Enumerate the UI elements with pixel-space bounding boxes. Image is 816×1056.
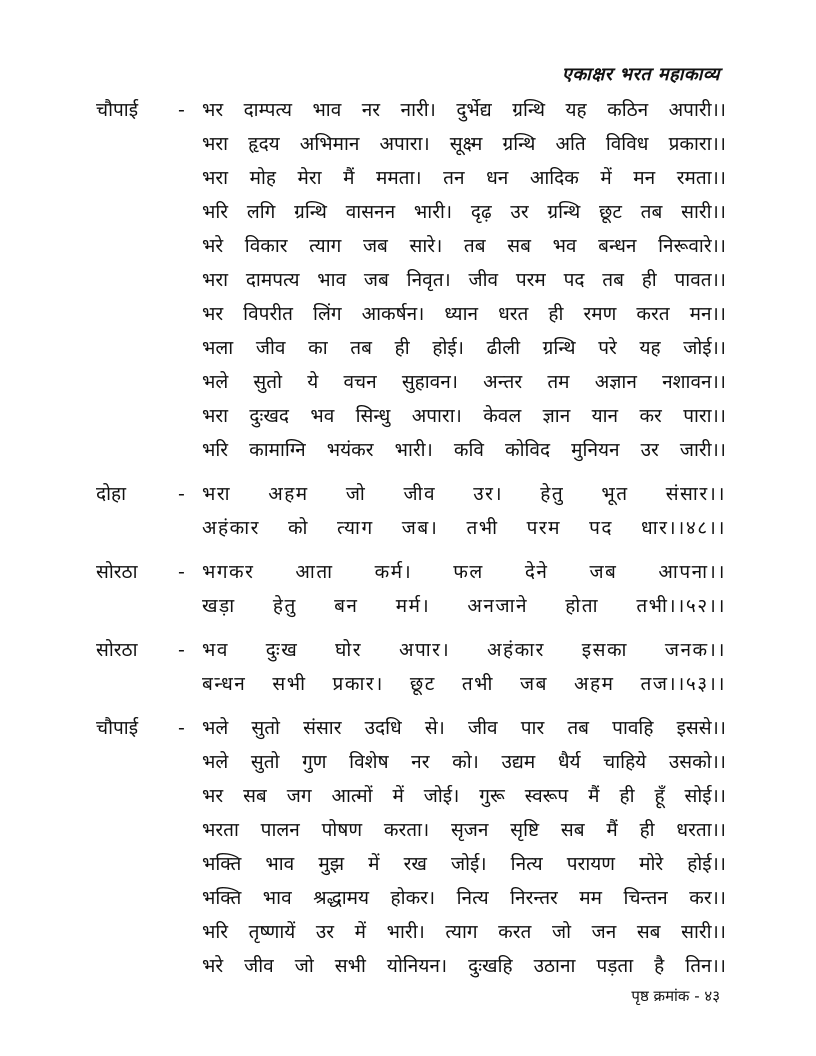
verse-line: भरे जीव जो सभी योनियन। दुःखहि उठाना पड़ता है तिन।। [202,955,726,977]
dash: - [178,99,185,121]
verse-lines [202,711,726,983]
verse-lines [202,93,726,467]
verse-line: अहंकार को त्याग जब। तभी परम पद धार।।४८।। [202,517,726,539]
verse-lines [202,477,726,545]
dash: - [178,639,185,661]
verse-line: भक्ति भाव श्रद्धामय होकर। नित्य निरन्तर मम चिन्तन कर।। [202,887,726,909]
verse-type-label: चौपाई [96,99,139,121]
verse-line: भर विपरीत लिंग आकर्षन। ध्यान धरत ही रमण करत मन।। [202,303,726,325]
verse-line: खड़ा हेतु बन मर्म। अनजाने होता तभी।।५२।। [202,595,726,617]
verse-line: भव दुःख घोर अपार। अहंकार इसका जनक।। [202,639,726,661]
verse-section-chaupai [96,93,726,467]
verse-type-label: सोरठा [96,639,138,661]
verse-section-chaupai [96,711,726,983]
verse-type-label: सोरठा [96,561,138,583]
dash: - [178,561,185,583]
verse-section-sortha [96,633,726,701]
verse-section-sortha [96,555,726,623]
verse-line: बन्धन सभी प्रकार। छूट तभी जब अहम तज।।५३।। [202,673,726,695]
page-number: पृष्ठ क्रमांक - ४३ [631,987,720,1005]
verse-lines [202,633,726,701]
verse-line: भरा हृदय अभिमान अपारा। सूक्ष्म ग्रन्थि अति विविध प्रकारा।। [202,133,726,155]
verse-line: भगकर आता कर्म। फल देने जब आपना।। [202,561,726,583]
verse-line: भरि कामाग्नि भयंकर भारी। कवि कोविद मुनियन उर जारी।। [202,439,726,461]
verse-content [96,93,726,983]
verse-type-label: दोहा [96,483,127,505]
book-title: एकाक्षर भरत महाकाव्य [561,64,720,85]
verse-line: भरे विकार त्याग जब सारे। तब सब भव बन्धन निरूवारे।। [202,235,726,257]
verse-line: भरा दामपत्य भाव जब निवृत। जीव परम पद तब ही पावत।। [202,269,726,291]
verse-lines [202,555,726,623]
verse-line: भला जीव का तब ही होई। ढीली ग्रन्थि परे यह जोई।। [202,337,726,359]
verse-line: भले सुतो गुण विशेष नर को। उद्यम धैर्य चाहिये उसको।। [202,751,726,773]
verse-line: भरा मोह मेरा मैं ममता। तन धन आदिक में मन रमता।। [202,167,726,189]
verse-line: भले सुतो ये वचन सुहावन। अन्तर तम अज्ञान नशावन।। [202,371,726,393]
verse-line: भरा अहम जो जीव उर। हेतु भूत संसार।। [202,483,726,505]
verse-section-doha [96,477,726,545]
verse-line: भरि लगि ग्रन्थि वासनन भारी। दृढ़ उर ग्रन्थि छूट तब सारी।। [202,201,726,223]
verse-type-label: चौपाई [96,717,139,739]
verse-line: भरता पालन पोषण करता। सृजन सृष्टि सब मैं ही धरता।। [202,819,726,841]
verse-line: भरि तृष्णायें उर में भारी। त्याग करत जो जन सब सारी।। [202,921,726,943]
verse-line: भर सब जग आत्मों में जोई। गुरू स्वरूप मैं ही हूँ सोई।। [202,785,726,807]
verse-line: भक्ति भाव मुझ में रख जोई। नित्य परायण मोरे होई।। [202,853,726,875]
dash: - [178,717,185,739]
verse-line: भरा दुःखद भव सिन्धु अपारा। केवल ज्ञान यान कर पारा।। [202,405,726,427]
verse-line: भर दाम्पत्य भाव नर नारी। दुर्भेद्य ग्रन्थि यह कठिन अपारी।। [202,99,726,121]
dash: - [178,483,185,505]
verse-line: भले सुतो संसार उदधि से। जीव पार तब पावहि इससे।। [202,717,726,739]
